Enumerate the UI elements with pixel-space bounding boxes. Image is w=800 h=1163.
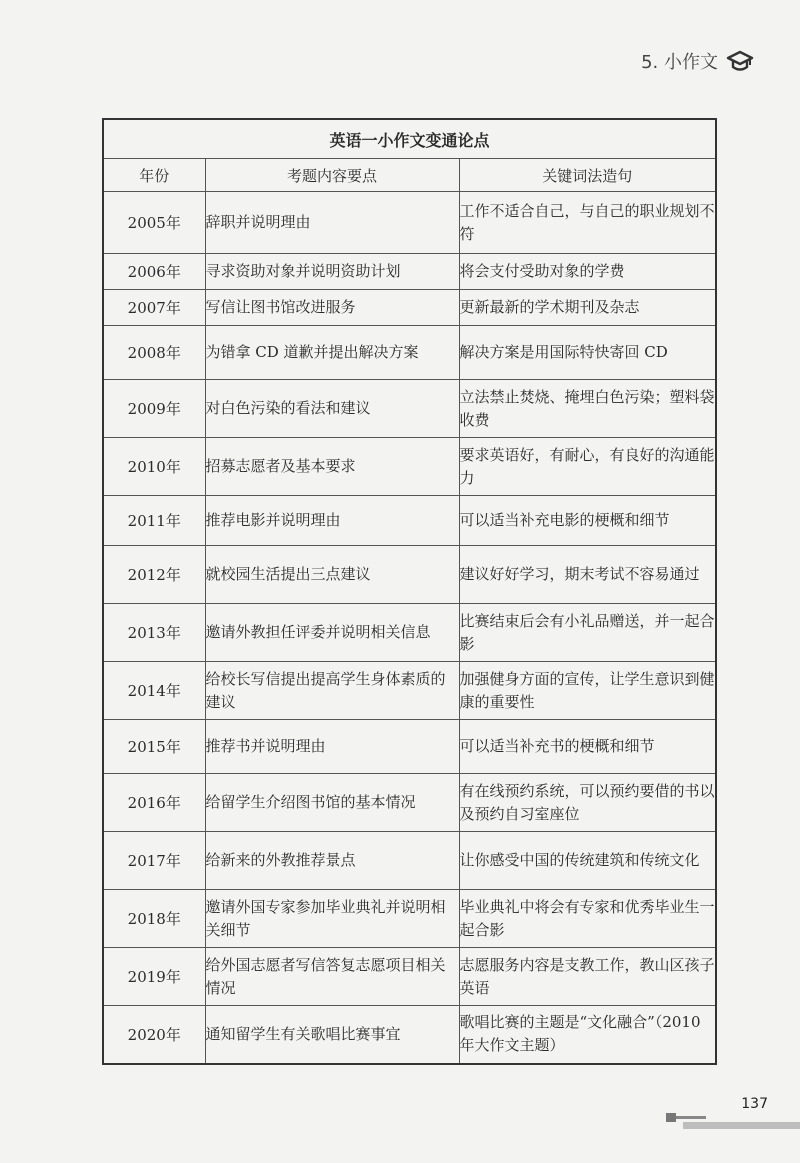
cell-year: 2012年 bbox=[103, 546, 205, 604]
column-header-key: 关键词法造句 bbox=[459, 159, 716, 192]
cell-key: 可以适当补充电影的梗概和细节 bbox=[459, 496, 716, 546]
table-row bbox=[103, 254, 716, 290]
cell-year: 2016年 bbox=[103, 774, 205, 832]
cell-topic: 对白色污染的看法和建议 bbox=[205, 380, 459, 438]
cell-key: 加强健身方面的宣传，让学生意识到健康的重要性 bbox=[459, 662, 716, 720]
cell-key: 可以适当补充书的梗概和细节 bbox=[459, 720, 716, 774]
cell-year: 2011年 bbox=[103, 496, 205, 546]
cell-topic: 为错拿 CD 道歉并提出解决方案 bbox=[205, 326, 459, 380]
cell-topic: 给外国志愿者写信答复志愿项目相关情况 bbox=[205, 948, 459, 1006]
cell-topic: 辞职并说明理由 bbox=[205, 192, 459, 254]
graduation-cap-icon bbox=[726, 50, 754, 72]
cell-key: 毕业典礼中将会有专家和优秀毕业生一起合影 bbox=[459, 890, 716, 948]
cell-year: 2019年 bbox=[103, 948, 205, 1006]
cell-year: 2020年 bbox=[103, 1006, 205, 1064]
cell-topic: 推荐电影并说明理由 bbox=[205, 496, 459, 546]
cell-key: 歌唱比赛的主题是“文化融合”（2010年大作文主题） bbox=[459, 1006, 716, 1064]
cell-topic: 招募志愿者及基本要求 bbox=[205, 438, 459, 496]
footer-bar bbox=[683, 1122, 800, 1129]
cell-year: 2010年 bbox=[103, 438, 205, 496]
column-header-topic: 考题内容要点 bbox=[205, 159, 459, 192]
cell-topic: 写信让图书馆改进服务 bbox=[205, 290, 459, 326]
cell-topic: 寻求资助对象并说明资助计划 bbox=[205, 254, 459, 290]
table-row bbox=[103, 948, 716, 1006]
cell-key: 将会支付受助对象的学费 bbox=[459, 254, 716, 290]
cell-year: 2017年 bbox=[103, 832, 205, 890]
cell-topic: 邀请外国专家参加毕业典礼并说明相关细节 bbox=[205, 890, 459, 948]
topics-table bbox=[102, 118, 717, 1065]
table-title: 英语一小作文变通论点 bbox=[103, 119, 716, 159]
cell-key: 比赛结束后会有小礼品赠送，并一起合影 bbox=[459, 604, 716, 662]
table-row bbox=[103, 1006, 716, 1064]
cell-key: 志愿服务内容是支教工作，教山区孩子英语 bbox=[459, 948, 716, 1006]
cell-key: 立法禁止焚烧、掩埋白色污染；塑料袋收费 bbox=[459, 380, 716, 438]
page-number: 137 bbox=[741, 1096, 768, 1112]
table-row bbox=[103, 604, 716, 662]
cell-year: 2008年 bbox=[103, 326, 205, 380]
table-row bbox=[103, 774, 716, 832]
cell-key: 工作不适合自己，与自己的职业规划不符 bbox=[459, 192, 716, 254]
table-row bbox=[103, 662, 716, 720]
cell-topic: 邀请外教担任评委并说明相关信息 bbox=[205, 604, 459, 662]
cell-key: 解决方案是用国际特快寄回 CD bbox=[459, 326, 716, 380]
table-row bbox=[103, 192, 716, 254]
cell-key: 更新最新的学术期刊及杂志 bbox=[459, 290, 716, 326]
cell-year: 2015年 bbox=[103, 720, 205, 774]
table-row bbox=[103, 438, 716, 496]
cell-year: 2018年 bbox=[103, 890, 205, 948]
chapter-title: 5. 小作文 bbox=[641, 52, 718, 73]
column-header-year: 年份 bbox=[103, 159, 205, 192]
table-row bbox=[103, 290, 716, 326]
table-row bbox=[103, 380, 716, 438]
footer-decoration bbox=[666, 1116, 706, 1119]
cell-year: 2007年 bbox=[103, 290, 205, 326]
cell-year: 2009年 bbox=[103, 380, 205, 438]
cell-year: 2014年 bbox=[103, 662, 205, 720]
table-row bbox=[103, 546, 716, 604]
cell-year: 2013年 bbox=[103, 604, 205, 662]
table-row bbox=[103, 326, 716, 380]
cell-year: 2006年 bbox=[103, 254, 205, 290]
cell-key: 让你感受中国的传统建筑和传统文化 bbox=[459, 832, 716, 890]
table-row bbox=[103, 720, 716, 774]
cell-key: 要求英语好，有耐心，有良好的沟通能力 bbox=[459, 438, 716, 496]
cell-topic: 就校园生活提出三点建议 bbox=[205, 546, 459, 604]
cell-topic: 给新来的外教推荐景点 bbox=[205, 832, 459, 890]
cell-topic: 通知留学生有关歌唱比赛事宜 bbox=[205, 1006, 459, 1064]
chapter-header bbox=[641, 48, 754, 74]
table-row bbox=[103, 496, 716, 546]
table-row bbox=[103, 890, 716, 948]
cell-topic: 给留学生介绍图书馆的基本情况 bbox=[205, 774, 459, 832]
table-row bbox=[103, 832, 716, 890]
cell-topic: 给校长写信提出提高学生身体素质的建议 bbox=[205, 662, 459, 720]
cell-topic: 推荐书并说明理由 bbox=[205, 720, 459, 774]
cell-year: 2005年 bbox=[103, 192, 205, 254]
cell-key: 建议好好学习，期末考试不容易通过 bbox=[459, 546, 716, 604]
cell-key: 有在线预约系统，可以预约要借的书以及预约自习室座位 bbox=[459, 774, 716, 832]
